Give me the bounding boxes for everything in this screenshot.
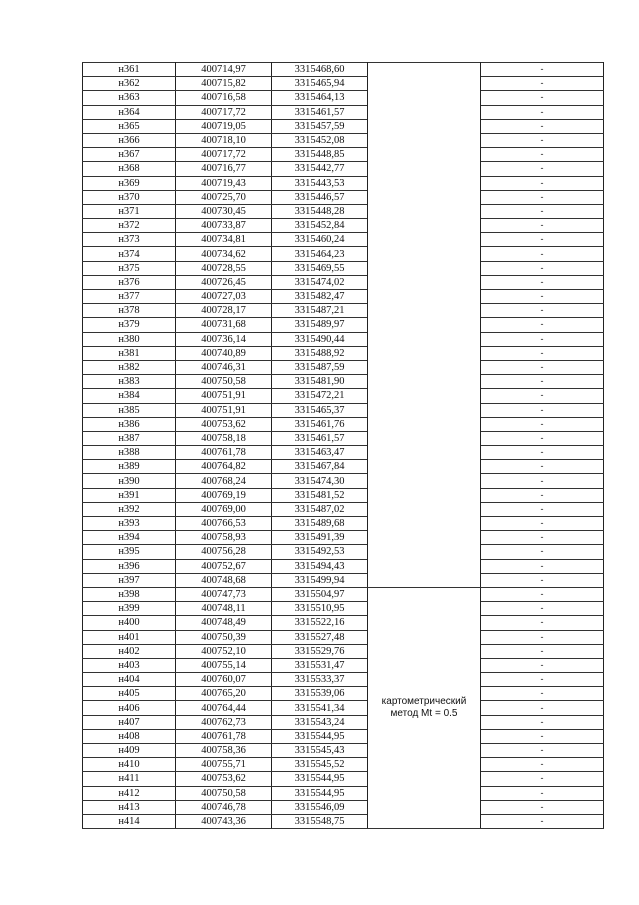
accuracy-cell: - bbox=[481, 658, 604, 672]
y-coordinate-cell: 3315469,55 bbox=[272, 261, 368, 275]
x-coordinate-cell: 400750,58 bbox=[176, 786, 272, 800]
point-id-cell: н389 bbox=[83, 460, 176, 474]
y-coordinate-cell: 3315448,28 bbox=[272, 204, 368, 218]
accuracy-cell: - bbox=[481, 247, 604, 261]
y-coordinate-cell: 3315487,02 bbox=[272, 502, 368, 516]
accuracy-cell: - bbox=[481, 701, 604, 715]
point-id-cell: н406 bbox=[83, 701, 176, 715]
x-coordinate-cell: 400766,53 bbox=[176, 517, 272, 531]
x-coordinate-cell: 400740,89 bbox=[176, 346, 272, 360]
x-coordinate-cell: 400746,31 bbox=[176, 360, 272, 374]
accuracy-cell: - bbox=[481, 545, 604, 559]
accuracy-cell: - bbox=[481, 630, 604, 644]
table-row bbox=[83, 517, 604, 531]
x-coordinate-cell: 400761,78 bbox=[176, 446, 272, 460]
point-id-cell: н405 bbox=[83, 687, 176, 701]
point-id-cell: н382 bbox=[83, 360, 176, 374]
y-coordinate-cell: 3315463,47 bbox=[272, 446, 368, 460]
accuracy-cell: - bbox=[481, 219, 604, 233]
table-row bbox=[83, 559, 604, 573]
y-coordinate-cell: 3315544,95 bbox=[272, 786, 368, 800]
y-coordinate-cell: 3315522,16 bbox=[272, 616, 368, 630]
y-coordinate-cell: 3315545,43 bbox=[272, 744, 368, 758]
y-coordinate-cell: 3315474,30 bbox=[272, 474, 368, 488]
table-row bbox=[83, 786, 604, 800]
y-coordinate-cell: 3315487,59 bbox=[272, 360, 368, 374]
y-coordinate-cell: 3315489,97 bbox=[272, 318, 368, 332]
table-row bbox=[83, 417, 604, 431]
accuracy-cell: - bbox=[481, 290, 604, 304]
accuracy-cell: - bbox=[481, 786, 604, 800]
y-coordinate-cell: 3315465,94 bbox=[272, 77, 368, 91]
y-coordinate-cell: 3315482,47 bbox=[272, 290, 368, 304]
point-id-cell: н413 bbox=[83, 800, 176, 814]
x-coordinate-cell: 400733,87 bbox=[176, 219, 272, 233]
x-coordinate-cell: 400765,20 bbox=[176, 687, 272, 701]
accuracy-cell: - bbox=[481, 729, 604, 743]
table-row bbox=[83, 687, 604, 701]
point-id-cell: н409 bbox=[83, 744, 176, 758]
point-id-cell: н370 bbox=[83, 190, 176, 204]
table-row bbox=[83, 431, 604, 445]
table-row bbox=[83, 375, 604, 389]
x-coordinate-cell: 400764,44 bbox=[176, 701, 272, 715]
y-coordinate-cell: 3315529,76 bbox=[272, 644, 368, 658]
accuracy-cell: - bbox=[481, 176, 604, 190]
x-coordinate-cell: 400758,93 bbox=[176, 531, 272, 545]
accuracy-cell: - bbox=[481, 304, 604, 318]
accuracy-cell: - bbox=[481, 375, 604, 389]
accuracy-cell: - bbox=[481, 233, 604, 247]
y-coordinate-cell: 3315472,21 bbox=[272, 389, 368, 403]
point-id-cell: н401 bbox=[83, 630, 176, 644]
accuracy-cell: - bbox=[481, 587, 604, 601]
table-row bbox=[83, 318, 604, 332]
table-row bbox=[83, 148, 604, 162]
accuracy-cell: - bbox=[481, 417, 604, 431]
accuracy-cell: - bbox=[481, 275, 604, 289]
table-row bbox=[83, 403, 604, 417]
y-coordinate-cell: 3315467,84 bbox=[272, 460, 368, 474]
x-coordinate-cell: 400751,91 bbox=[176, 403, 272, 417]
y-coordinate-cell: 3315546,09 bbox=[272, 800, 368, 814]
x-coordinate-cell: 400731,68 bbox=[176, 318, 272, 332]
point-id-cell: н397 bbox=[83, 573, 176, 587]
x-coordinate-cell: 400748,49 bbox=[176, 616, 272, 630]
x-coordinate-cell: 400719,43 bbox=[176, 176, 272, 190]
point-id-cell: н383 bbox=[83, 375, 176, 389]
point-id-cell: н366 bbox=[83, 133, 176, 147]
accuracy-cell: - bbox=[481, 758, 604, 772]
y-coordinate-cell: 3315465,37 bbox=[272, 403, 368, 417]
table-row bbox=[83, 602, 604, 616]
accuracy-cell: - bbox=[481, 800, 604, 814]
accuracy-cell: - bbox=[481, 162, 604, 176]
table-row bbox=[83, 545, 604, 559]
x-coordinate-cell: 400726,45 bbox=[176, 275, 272, 289]
point-id-cell: н404 bbox=[83, 673, 176, 687]
point-id-cell: н376 bbox=[83, 275, 176, 289]
point-id-cell: н407 bbox=[83, 715, 176, 729]
x-coordinate-cell: 400752,10 bbox=[176, 644, 272, 658]
accuracy-cell: - bbox=[481, 559, 604, 573]
table-row bbox=[83, 360, 604, 374]
accuracy-cell: - bbox=[481, 460, 604, 474]
point-id-cell: н395 bbox=[83, 545, 176, 559]
table-row bbox=[83, 346, 604, 360]
point-id-cell: н388 bbox=[83, 446, 176, 460]
point-id-cell: н386 bbox=[83, 417, 176, 431]
x-coordinate-cell: 400760,07 bbox=[176, 673, 272, 687]
y-coordinate-cell: 3315492,53 bbox=[272, 545, 368, 559]
table-row bbox=[83, 474, 604, 488]
x-coordinate-cell: 400748,68 bbox=[176, 573, 272, 587]
x-coordinate-cell: 400725,70 bbox=[176, 190, 272, 204]
accuracy-cell: - bbox=[481, 190, 604, 204]
x-coordinate-cell: 400747,73 bbox=[176, 587, 272, 601]
accuracy-cell: - bbox=[481, 77, 604, 91]
x-coordinate-cell: 400752,67 bbox=[176, 559, 272, 573]
x-coordinate-cell: 400748,11 bbox=[176, 602, 272, 616]
point-id-cell: н393 bbox=[83, 517, 176, 531]
table-row bbox=[83, 488, 604, 502]
point-id-cell: н402 bbox=[83, 644, 176, 658]
x-coordinate-cell: 400730,45 bbox=[176, 204, 272, 218]
accuracy-cell: - bbox=[481, 119, 604, 133]
accuracy-cell: - bbox=[481, 644, 604, 658]
point-id-cell: н381 bbox=[83, 346, 176, 360]
accuracy-cell: - bbox=[481, 602, 604, 616]
table-row bbox=[83, 332, 604, 346]
x-coordinate-cell: 400718,10 bbox=[176, 133, 272, 147]
table-row bbox=[83, 162, 604, 176]
table-row bbox=[83, 275, 604, 289]
table-row bbox=[83, 701, 604, 715]
table-row bbox=[83, 77, 604, 91]
point-id-cell: н387 bbox=[83, 431, 176, 445]
table-row bbox=[83, 304, 604, 318]
y-coordinate-cell: 3315543,24 bbox=[272, 715, 368, 729]
point-id-cell: н399 bbox=[83, 602, 176, 616]
accuracy-cell: - bbox=[481, 531, 604, 545]
y-coordinate-cell: 3315548,75 bbox=[272, 814, 368, 828]
table-row bbox=[83, 176, 604, 190]
accuracy-cell: - bbox=[481, 204, 604, 218]
point-id-cell: н378 bbox=[83, 304, 176, 318]
accuracy-cell: - bbox=[481, 616, 604, 630]
accuracy-cell: - bbox=[481, 318, 604, 332]
table-row bbox=[83, 204, 604, 218]
x-coordinate-cell: 400769,00 bbox=[176, 502, 272, 516]
x-coordinate-cell: 400716,77 bbox=[176, 162, 272, 176]
point-id-cell: н414 bbox=[83, 814, 176, 828]
y-coordinate-cell: 3315544,95 bbox=[272, 772, 368, 786]
y-coordinate-cell: 3315499,94 bbox=[272, 573, 368, 587]
table-row bbox=[83, 758, 604, 772]
y-coordinate-cell: 3315474,02 bbox=[272, 275, 368, 289]
y-coordinate-cell: 3315443,53 bbox=[272, 176, 368, 190]
point-id-cell: н412 bbox=[83, 786, 176, 800]
point-id-cell: н385 bbox=[83, 403, 176, 417]
accuracy-cell: - bbox=[481, 573, 604, 587]
point-id-cell: н375 bbox=[83, 261, 176, 275]
accuracy-cell: - bbox=[481, 687, 604, 701]
accuracy-cell: - bbox=[481, 261, 604, 275]
method-cell-upper bbox=[368, 63, 481, 588]
point-id-cell: н362 bbox=[83, 77, 176, 91]
x-coordinate-cell: 400764,82 bbox=[176, 460, 272, 474]
y-coordinate-cell: 3315533,37 bbox=[272, 673, 368, 687]
x-coordinate-cell: 400716,58 bbox=[176, 91, 272, 105]
y-coordinate-cell: 3315452,08 bbox=[272, 133, 368, 147]
table-row bbox=[83, 616, 604, 630]
accuracy-cell: - bbox=[481, 91, 604, 105]
y-coordinate-cell: 3315448,85 bbox=[272, 148, 368, 162]
table-row bbox=[83, 587, 604, 601]
table-row bbox=[83, 729, 604, 743]
x-coordinate-cell: 400736,14 bbox=[176, 332, 272, 346]
table-row bbox=[83, 673, 604, 687]
y-coordinate-cell: 3315442,77 bbox=[272, 162, 368, 176]
x-coordinate-cell: 400717,72 bbox=[176, 148, 272, 162]
y-coordinate-cell: 3315544,95 bbox=[272, 729, 368, 743]
table-row bbox=[83, 502, 604, 516]
point-id-cell: н392 bbox=[83, 502, 176, 516]
x-coordinate-cell: 400746,78 bbox=[176, 800, 272, 814]
x-coordinate-cell: 400743,36 bbox=[176, 814, 272, 828]
y-coordinate-cell: 3315460,24 bbox=[272, 233, 368, 247]
table-row bbox=[83, 630, 604, 644]
table-row bbox=[83, 91, 604, 105]
y-coordinate-cell: 3315464,13 bbox=[272, 91, 368, 105]
accuracy-cell: - bbox=[481, 814, 604, 828]
x-coordinate-cell: 400714,97 bbox=[176, 63, 272, 77]
point-id-cell: н372 bbox=[83, 219, 176, 233]
table-row bbox=[83, 290, 604, 304]
y-coordinate-cell: 3315494,43 bbox=[272, 559, 368, 573]
point-id-cell: н361 bbox=[83, 63, 176, 77]
x-coordinate-cell: 400753,62 bbox=[176, 772, 272, 786]
x-coordinate-cell: 400755,14 bbox=[176, 658, 272, 672]
x-coordinate-cell: 400758,18 bbox=[176, 431, 272, 445]
accuracy-cell: - bbox=[481, 744, 604, 758]
y-coordinate-cell: 3315489,68 bbox=[272, 517, 368, 531]
table-row bbox=[83, 133, 604, 147]
table-row bbox=[83, 219, 604, 233]
x-coordinate-cell: 400734,81 bbox=[176, 233, 272, 247]
x-coordinate-cell: 400755,71 bbox=[176, 758, 272, 772]
accuracy-cell: - bbox=[481, 488, 604, 502]
accuracy-cell: - bbox=[481, 502, 604, 516]
accuracy-cell: - bbox=[481, 474, 604, 488]
x-coordinate-cell: 400761,78 bbox=[176, 729, 272, 743]
point-id-cell: н396 bbox=[83, 559, 176, 573]
point-id-cell: н377 bbox=[83, 290, 176, 304]
y-coordinate-cell: 3315452,84 bbox=[272, 219, 368, 233]
x-coordinate-cell: 400753,62 bbox=[176, 417, 272, 431]
point-id-cell: н373 bbox=[83, 233, 176, 247]
y-coordinate-cell: 3315487,21 bbox=[272, 304, 368, 318]
point-id-cell: н390 bbox=[83, 474, 176, 488]
point-id-cell: н369 bbox=[83, 176, 176, 190]
x-coordinate-cell: 400762,73 bbox=[176, 715, 272, 729]
x-coordinate-cell: 400734,62 bbox=[176, 247, 272, 261]
x-coordinate-cell: 400750,58 bbox=[176, 375, 272, 389]
table-row bbox=[83, 715, 604, 729]
x-coordinate-cell: 400715,82 bbox=[176, 77, 272, 91]
point-id-cell: н411 bbox=[83, 772, 176, 786]
point-id-cell: н364 bbox=[83, 105, 176, 119]
point-id-cell: н400 bbox=[83, 616, 176, 630]
table-row bbox=[83, 233, 604, 247]
point-id-cell: н371 bbox=[83, 204, 176, 218]
point-id-cell: н410 bbox=[83, 758, 176, 772]
point-id-cell: н368 bbox=[83, 162, 176, 176]
table-row bbox=[83, 247, 604, 261]
table-row bbox=[83, 389, 604, 403]
table-row bbox=[83, 573, 604, 587]
table-row bbox=[83, 446, 604, 460]
y-coordinate-cell: 3315504,97 bbox=[272, 587, 368, 601]
method-cell: картометрический метод Mt = 0.5 bbox=[368, 587, 481, 828]
accuracy-cell: - bbox=[481, 360, 604, 374]
table-row bbox=[83, 190, 604, 204]
x-coordinate-cell: 400717,72 bbox=[176, 105, 272, 119]
accuracy-cell: - bbox=[481, 346, 604, 360]
y-coordinate-cell: 3315461,57 bbox=[272, 105, 368, 119]
y-coordinate-cell: 3315539,06 bbox=[272, 687, 368, 701]
y-coordinate-cell: 3315490,44 bbox=[272, 332, 368, 346]
y-coordinate-cell: 3315446,57 bbox=[272, 190, 368, 204]
x-coordinate-cell: 400728,55 bbox=[176, 261, 272, 275]
y-coordinate-cell: 3315481,52 bbox=[272, 488, 368, 502]
y-coordinate-cell: 3315464,23 bbox=[272, 247, 368, 261]
point-id-cell: н398 bbox=[83, 587, 176, 601]
table-row bbox=[83, 105, 604, 119]
accuracy-cell: - bbox=[481, 148, 604, 162]
point-id-cell: н374 bbox=[83, 247, 176, 261]
accuracy-cell: - bbox=[481, 389, 604, 403]
y-coordinate-cell: 3315510,95 bbox=[272, 602, 368, 616]
y-coordinate-cell: 3315491,39 bbox=[272, 531, 368, 545]
coordinates-table bbox=[82, 62, 604, 829]
accuracy-cell: - bbox=[481, 332, 604, 346]
x-coordinate-cell: 400769,19 bbox=[176, 488, 272, 502]
table-row bbox=[83, 814, 604, 828]
y-coordinate-cell: 3315531,47 bbox=[272, 658, 368, 672]
x-coordinate-cell: 400750,39 bbox=[176, 630, 272, 644]
y-coordinate-cell: 3315457,59 bbox=[272, 119, 368, 133]
accuracy-cell: - bbox=[481, 446, 604, 460]
accuracy-cell: - bbox=[481, 517, 604, 531]
y-coordinate-cell: 3315461,57 bbox=[272, 431, 368, 445]
x-coordinate-cell: 400728,17 bbox=[176, 304, 272, 318]
table-row bbox=[83, 658, 604, 672]
x-coordinate-cell: 400727,03 bbox=[176, 290, 272, 304]
point-id-cell: н365 bbox=[83, 119, 176, 133]
accuracy-cell: - bbox=[481, 715, 604, 729]
table-row bbox=[83, 460, 604, 474]
y-coordinate-cell: 3315468,60 bbox=[272, 63, 368, 77]
y-coordinate-cell: 3315541,34 bbox=[272, 701, 368, 715]
accuracy-cell: - bbox=[481, 133, 604, 147]
table-row bbox=[83, 800, 604, 814]
table-row bbox=[83, 63, 604, 77]
accuracy-cell: - bbox=[481, 431, 604, 445]
table-row bbox=[83, 744, 604, 758]
point-id-cell: н384 bbox=[83, 389, 176, 403]
y-coordinate-cell: 3315488,92 bbox=[272, 346, 368, 360]
accuracy-cell: - bbox=[481, 63, 604, 77]
x-coordinate-cell: 400751,91 bbox=[176, 389, 272, 403]
accuracy-cell: - bbox=[481, 403, 604, 417]
x-coordinate-cell: 400768,24 bbox=[176, 474, 272, 488]
accuracy-cell: - bbox=[481, 673, 604, 687]
x-coordinate-cell: 400758,36 bbox=[176, 744, 272, 758]
point-id-cell: н403 bbox=[83, 658, 176, 672]
coordinates-table-body bbox=[83, 63, 604, 829]
point-id-cell: н391 bbox=[83, 488, 176, 502]
x-coordinate-cell: 400756,28 bbox=[176, 545, 272, 559]
table-row bbox=[83, 772, 604, 786]
table-row bbox=[83, 119, 604, 133]
y-coordinate-cell: 3315527,48 bbox=[272, 630, 368, 644]
x-coordinate-cell: 400719,05 bbox=[176, 119, 272, 133]
point-id-cell: н380 bbox=[83, 332, 176, 346]
table-row bbox=[83, 261, 604, 275]
table-row bbox=[83, 644, 604, 658]
point-id-cell: н379 bbox=[83, 318, 176, 332]
accuracy-cell: - bbox=[481, 105, 604, 119]
point-id-cell: н394 bbox=[83, 531, 176, 545]
y-coordinate-cell: 3315545,52 bbox=[272, 758, 368, 772]
point-id-cell: н367 bbox=[83, 148, 176, 162]
point-id-cell: н363 bbox=[83, 91, 176, 105]
point-id-cell: н408 bbox=[83, 729, 176, 743]
table-row bbox=[83, 531, 604, 545]
accuracy-cell: - bbox=[481, 772, 604, 786]
y-coordinate-cell: 3315481,90 bbox=[272, 375, 368, 389]
y-coordinate-cell: 3315461,76 bbox=[272, 417, 368, 431]
